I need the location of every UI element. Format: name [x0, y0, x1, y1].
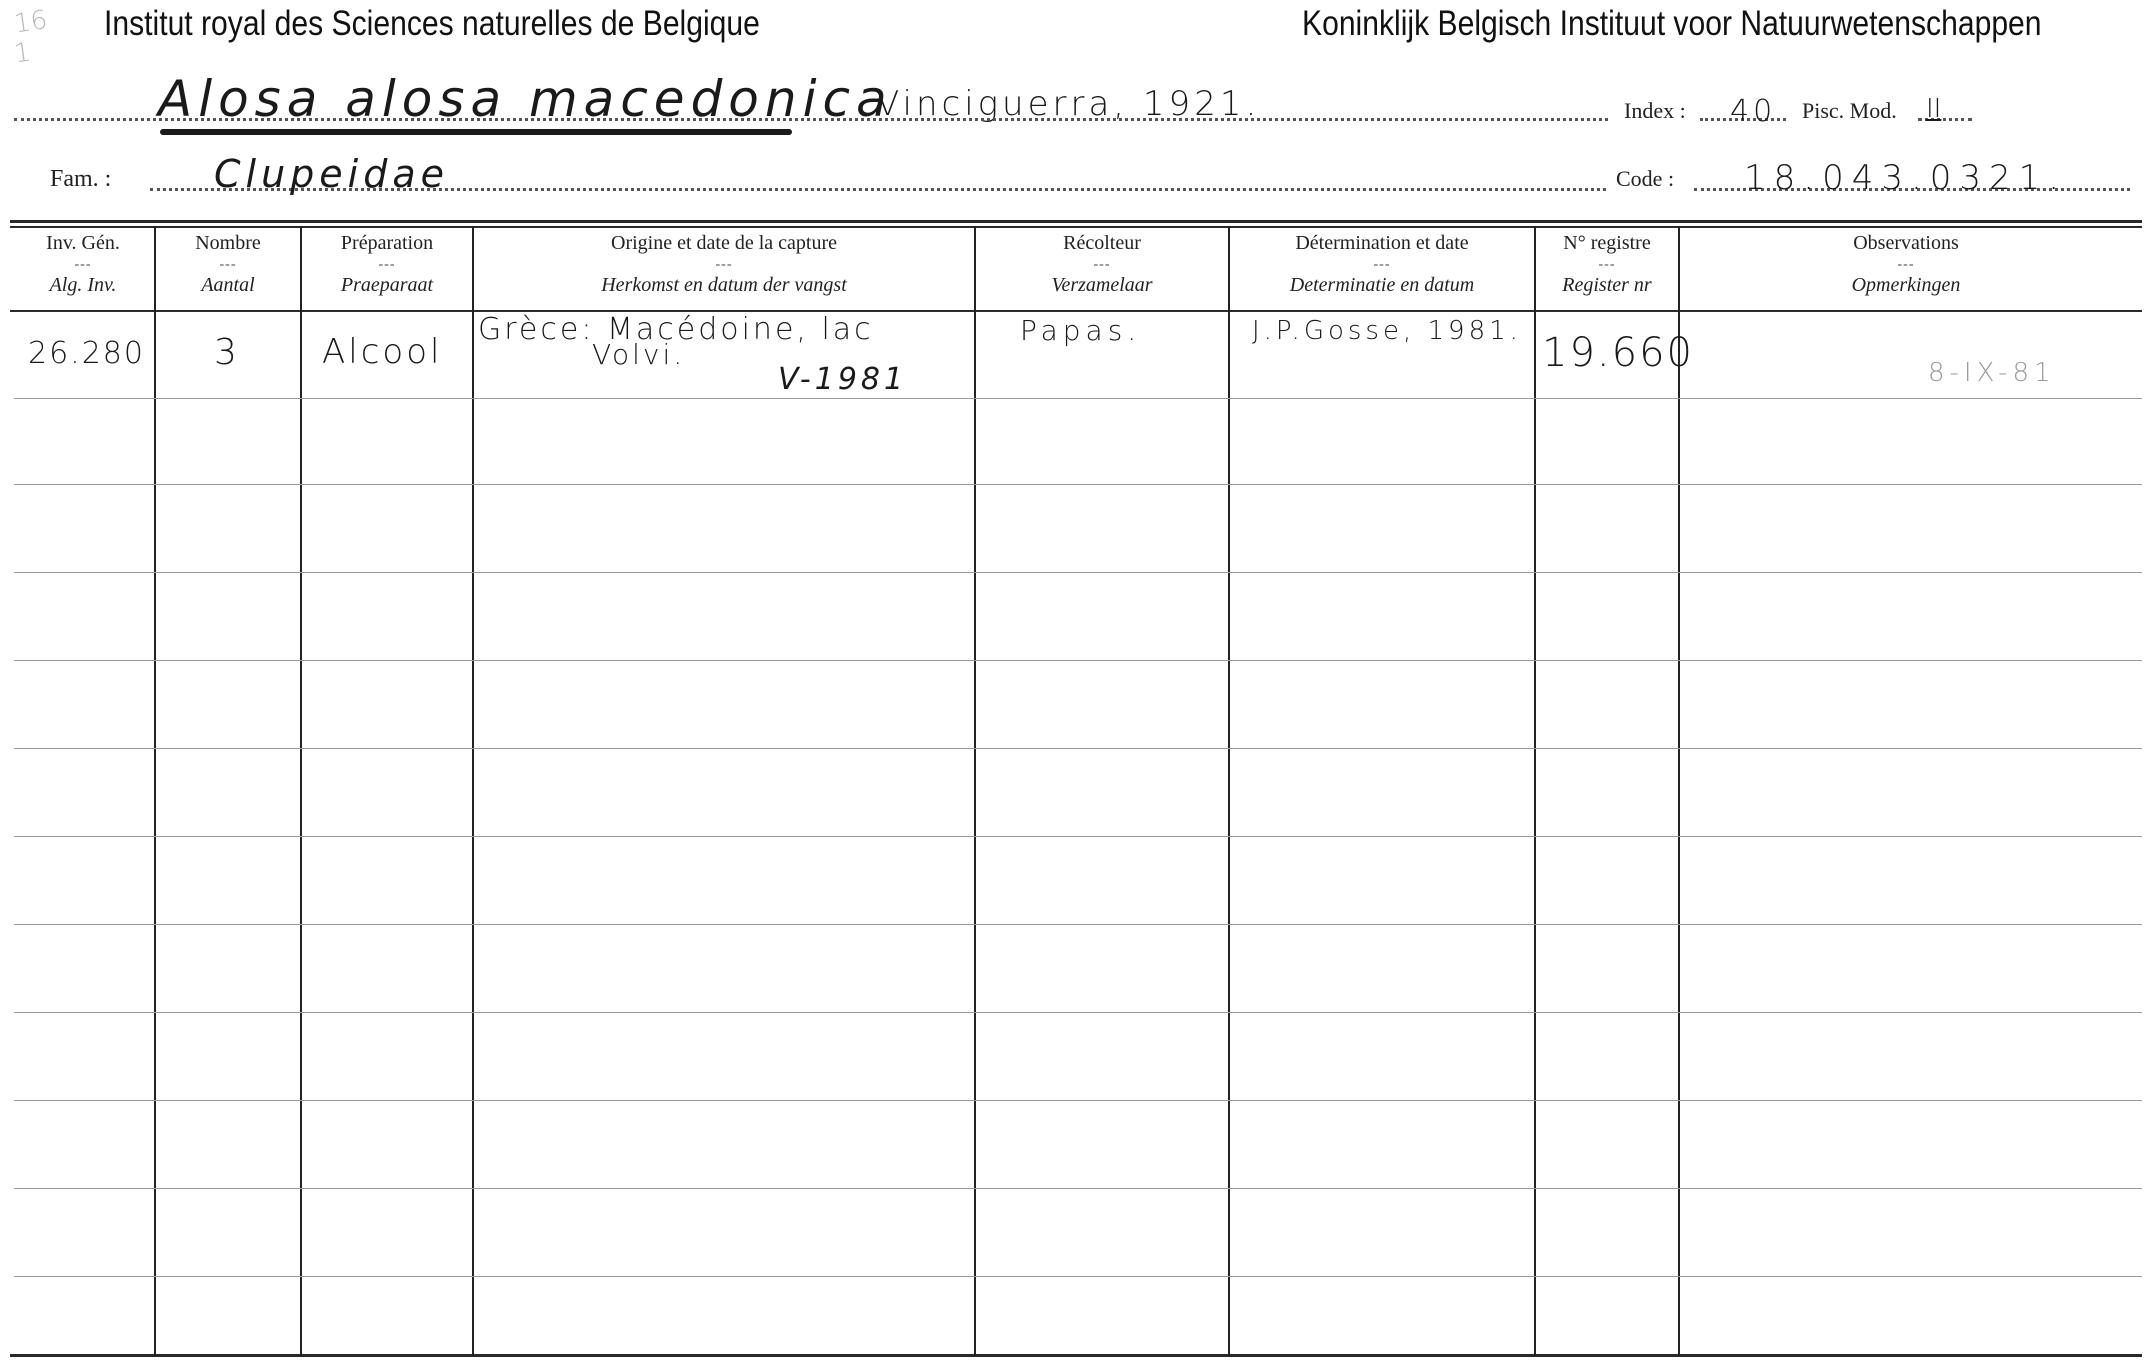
family-label: Fam. : [50, 166, 112, 192]
column-header-nl: Praeparaat [340, 274, 434, 296]
institution-title-nl: Koninklijk Belgisch Instituut voor Natuurwetenschappen [1302, 4, 2042, 43]
table-top-rule-2 [10, 226, 2142, 228]
family-value: Clupeidae [214, 152, 450, 196]
row-rule [14, 1276, 2142, 1277]
species-dotted-line [14, 118, 1608, 121]
index-value: 40 [1730, 94, 1777, 129]
species-underline [160, 129, 792, 135]
column-header-fr: Observations [1853, 232, 1959, 254]
entry-origin-line-2: Volvi. [592, 338, 686, 371]
column-header-separator: --- [378, 257, 396, 272]
column-header-fr: Inv. Gén. [46, 232, 120, 254]
row-rule [14, 484, 2142, 485]
table-top-rule [10, 220, 2142, 223]
column-header-separator: --- [715, 257, 733, 272]
row-rule [14, 1188, 2142, 1189]
index-label: Index : [1624, 98, 1686, 123]
entry-count: 3 [214, 332, 237, 373]
column-header-fr: Détermination et date [1295, 232, 1469, 254]
institution-title-fr: Institut royal des Sciences naturelles de Belgique [104, 4, 760, 43]
row-rule [14, 572, 2142, 573]
entry-origin-line-1: Grèce: Macédoine, lac [478, 312, 874, 347]
corner-note-line-2: 1 [12, 37, 33, 70]
column-header-fr: Nombre [195, 232, 261, 254]
column-header-separator: --- [219, 257, 237, 272]
table-bottom-rule [10, 1354, 2142, 1357]
column-header-determination [1230, 232, 1534, 297]
column-header-nl: Aantal [201, 274, 255, 296]
column-header-collector [976, 232, 1228, 297]
row-rule [14, 398, 2142, 399]
column-header-separator: --- [1897, 257, 1915, 272]
column-header-nl: Register nr [1562, 274, 1652, 296]
column-header-preparation [302, 232, 472, 297]
column-header-separator: --- [1093, 257, 1111, 272]
column-header-origin [474, 232, 974, 297]
column-header-separator: --- [74, 257, 92, 272]
column-header-fr: Récolteur [1063, 232, 1141, 254]
entry-register-number: 19.660 [1542, 330, 1694, 376]
column-header-nl: Alg. Inv. [49, 274, 117, 296]
column-header-nl: Opmerkingen [1851, 274, 1961, 296]
species-name: Alosa alosa macedonica [158, 70, 893, 128]
row-rule [14, 748, 2142, 749]
column-header-inv [12, 232, 154, 297]
column-header-register [1536, 232, 1678, 297]
column-header-nl: Determinatie en datum [1289, 274, 1475, 296]
column-header-count [156, 232, 300, 297]
column-header-observations [1680, 232, 2132, 297]
entry-collector: Papas. [1020, 314, 1142, 347]
row-rule [14, 660, 2142, 661]
row-rule [14, 1012, 2142, 1013]
entry-observation: 8-IX-81 [1928, 358, 2056, 388]
corner-note-line-1: 16 [12, 5, 50, 40]
entry-determination: J.P.Gosse, 1981. [1252, 316, 1522, 346]
row-rule [14, 836, 2142, 837]
entry-origin-date: V-1981 [778, 362, 908, 397]
entry-inventory-number: 26.280 [28, 336, 145, 371]
table-row [0, 312, 2144, 398]
entry-preparation: Alcool [322, 332, 443, 372]
column-header-nl: Herkomst en datum der vangst [601, 274, 847, 296]
column-header-separator: --- [1373, 257, 1391, 272]
column-header-nl: Verzamelaar [1051, 274, 1153, 296]
code-value: 18.043.0321. [1744, 158, 2068, 198]
pisc-mod-value: II [1926, 94, 1942, 124]
column-header-fr: Préparation [340, 232, 434, 254]
row-rule [14, 1100, 2142, 1101]
code-label: Code : [1616, 166, 1675, 191]
species-author: Vinciguerra, 1921. [876, 84, 1261, 124]
column-header-fr: Origine et date de la capture [611, 232, 837, 254]
row-rule [14, 924, 2142, 925]
pisc-mod-label: Pisc. Mod. [1802, 98, 1897, 123]
column-header-separator: --- [1598, 257, 1616, 272]
column-header-fr: N° registre [1563, 232, 1651, 254]
corner-pencil-note [12, 4, 94, 70]
